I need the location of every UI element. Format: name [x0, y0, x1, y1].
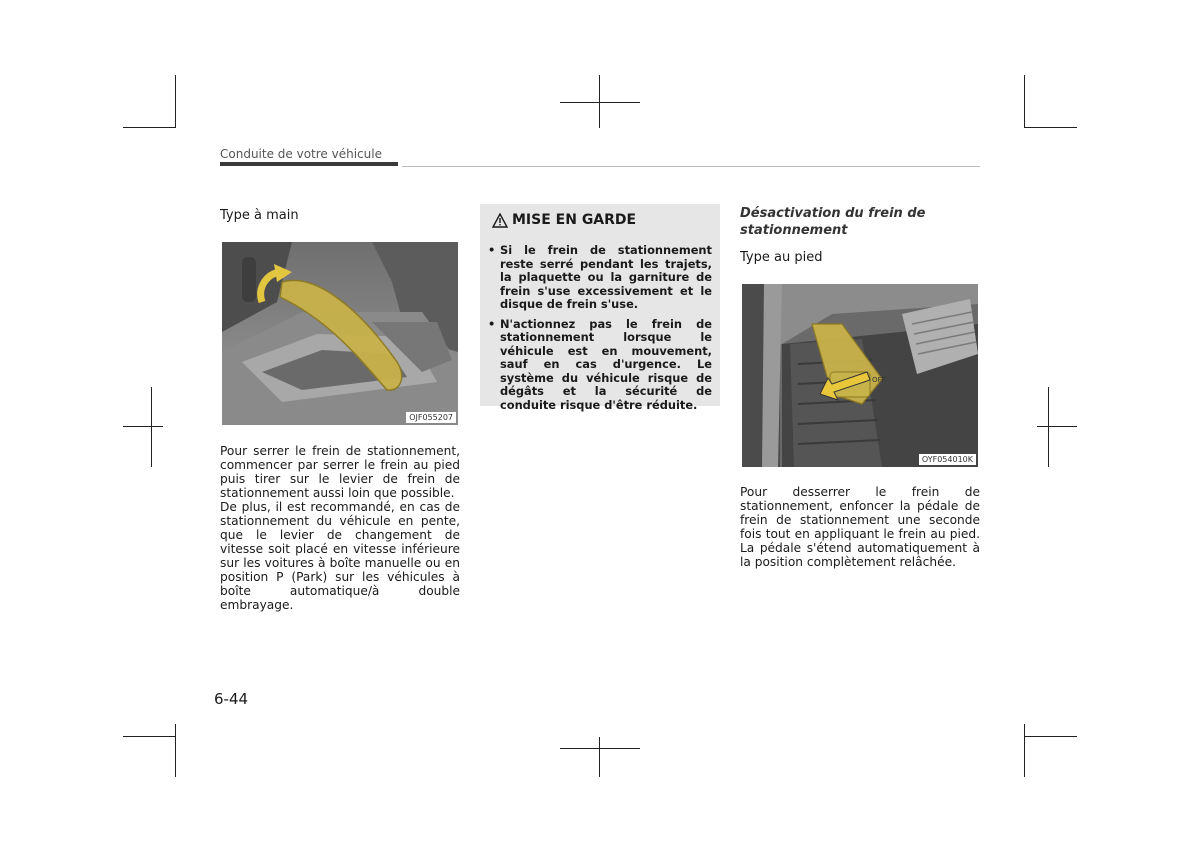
crop-mark — [1048, 387, 1049, 467]
page-number: 6-44 — [214, 690, 249, 708]
warning-title-text: MISE EN GARDE — [512, 212, 637, 228]
paragraph: De plus, il est recommandé, en cas de stationnement du véhicule en pente, que le levier de changement de vitesse soit placé en vitesse inférieure sur les voitures à boîte manuelle ou en position P (Park) sur les véhicules à boîte automatique/à double embrayage. — [220, 500, 460, 612]
hand-type-label: Type à main — [220, 208, 299, 223]
warning-list — [488, 244, 712, 418]
header-rule — [402, 166, 980, 167]
paragraph: Pour desserrer le frein de stationnement, enfoncer la pédale de frein de stationnement une seconde fois tout en appliquant le frein au pied. La pédale s'étend automatiquement à la position complètement relâchée. — [740, 485, 980, 569]
crop-mark — [1024, 75, 1025, 128]
crop-mark — [151, 387, 152, 467]
crop-mark — [175, 75, 176, 128]
crop-mark — [1024, 724, 1025, 777]
paragraph: Pour serrer le frein de stationnement, commencer par serrer le frein au pied puis tirer sur le levier de frein de stationnement aussi loin que possible. — [220, 444, 460, 500]
warning-item: • N'actionnez pas le frein de stationnement lorsque le véhicule est en mouvement, sauf en cas d'urgence. Le système du véhicule risque de dégâts et la sécurité de conduite risque d'être réduite. — [488, 318, 712, 413]
warning-triangle-icon — [492, 213, 508, 228]
section-heading: Désactivation du frein de stationnement — [740, 206, 926, 238]
crop-mark — [560, 748, 640, 749]
warning-item: • Si le frein de stationnement reste serré pendant les trajets, la plaquette ou la garniture de frein s'use excessivement et le disque de frein s'use. — [488, 244, 712, 312]
crop-mark — [1024, 127, 1077, 128]
crop-mark — [1037, 426, 1077, 427]
hand-brake-figure — [222, 242, 458, 425]
crop-mark — [1024, 736, 1077, 737]
figure-code: OJF055207 — [406, 412, 456, 423]
foot-type-label: Type au pied — [740, 250, 823, 265]
warning-box — [480, 204, 720, 412]
foot-brake-figure — [742, 284, 978, 467]
crop-mark — [560, 102, 640, 103]
warning-title — [492, 212, 636, 228]
section-title: Conduite de votre véhicule — [220, 147, 382, 161]
foot-type-text — [740, 485, 980, 569]
crop-mark — [599, 737, 600, 777]
crop-mark — [123, 426, 163, 427]
crop-mark — [123, 127, 176, 128]
hand-type-text — [220, 444, 460, 612]
figure-code: OYF054010K — [919, 454, 976, 465]
hand-brake-illustration — [222, 242, 458, 425]
header-bar — [220, 162, 398, 166]
crop-mark — [175, 724, 176, 777]
pedal-off-label: OFF — [872, 376, 886, 384]
foot-brake-illustration — [742, 284, 978, 467]
crop-mark — [123, 736, 176, 737]
